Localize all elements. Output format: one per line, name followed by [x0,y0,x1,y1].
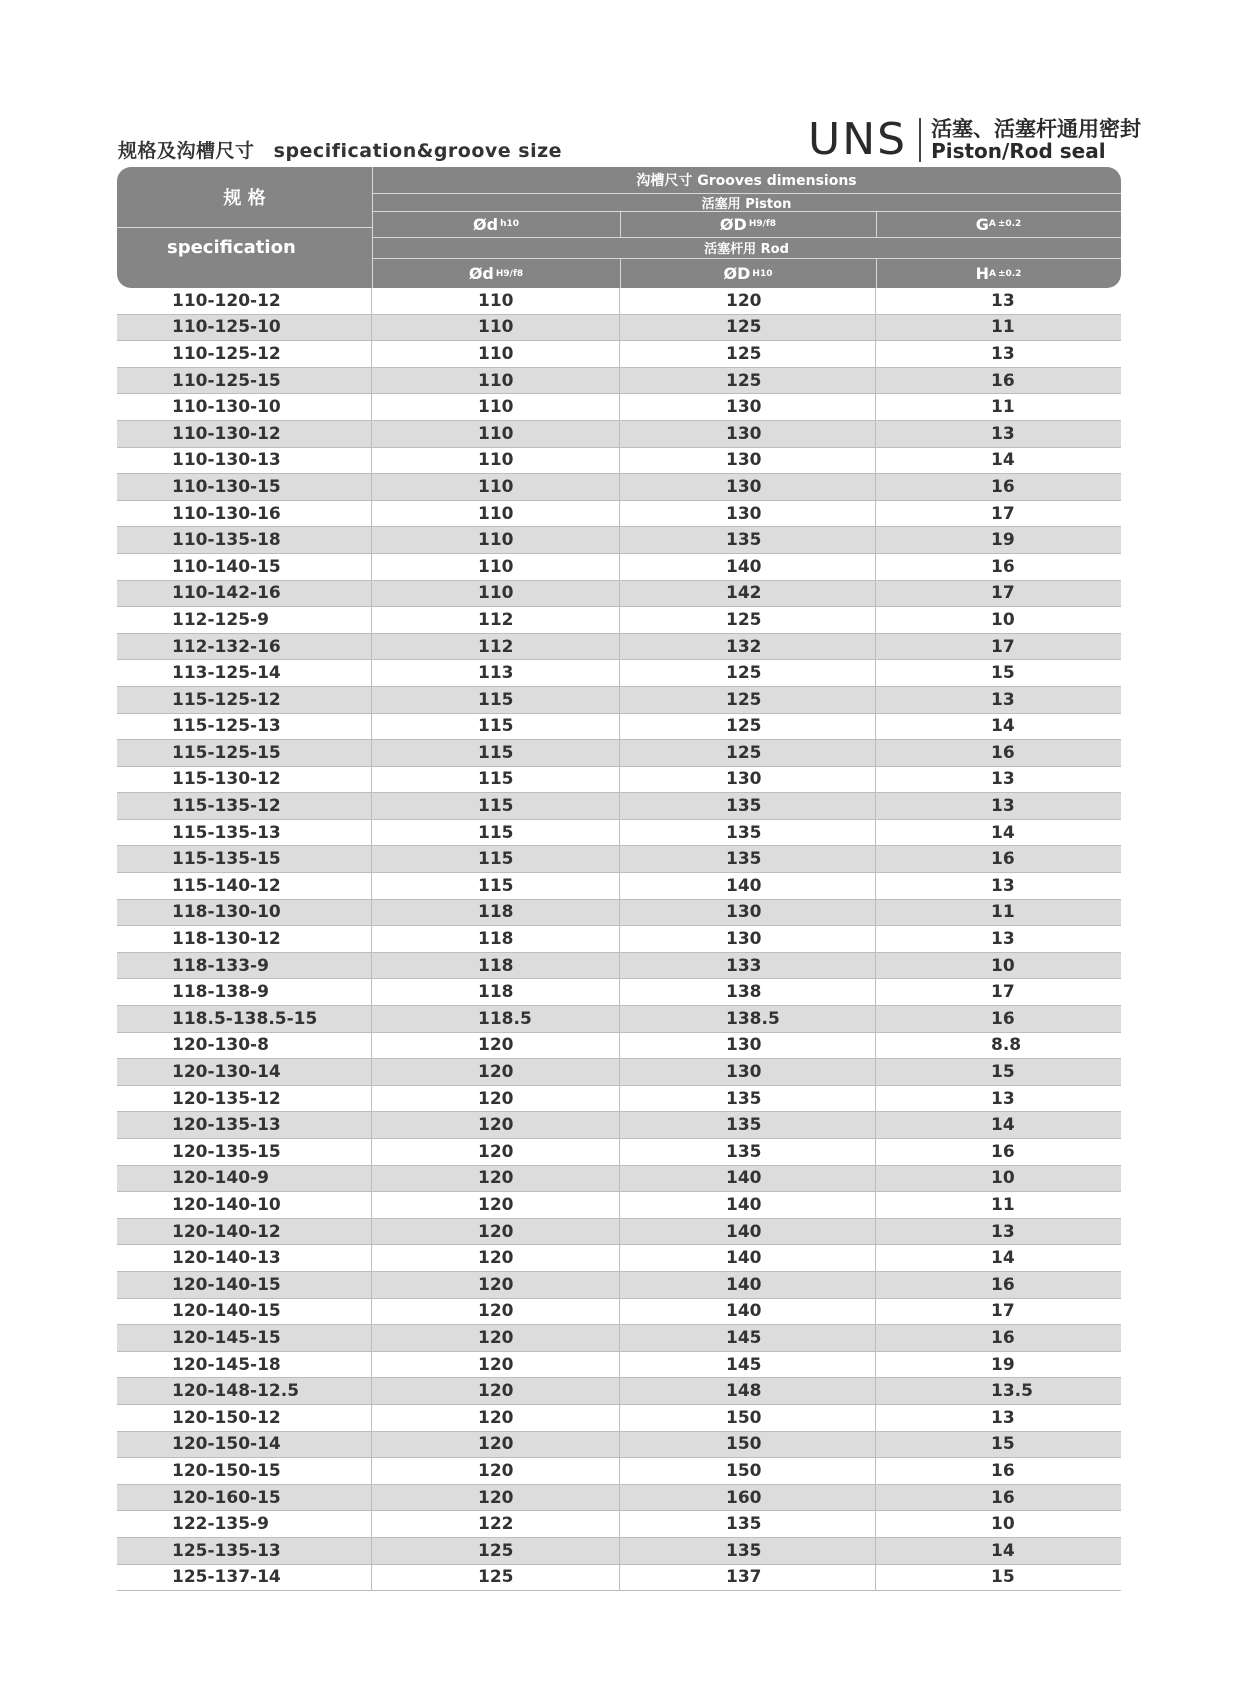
cell-D: 130 [620,1033,876,1059]
cell-d: 120 [372,1272,620,1298]
cell-spec: 120-140-15 [117,1272,372,1298]
header-grooves: 沟槽尺寸 Grooves dimensions [636,173,857,189]
cell-spec: 115-135-12 [117,793,372,819]
cell-D: 150 [620,1405,876,1431]
table-row [117,793,1121,820]
cell-d: 120 [372,1086,620,1112]
cell-g: 11 [991,317,1015,338]
table-row [117,1219,1121,1246]
table-row [117,1299,1121,1326]
cell-g: 11 [991,902,1015,923]
table-row [117,1059,1121,1086]
cell-D: 125 [620,341,876,367]
cell-d: 115 [372,714,620,740]
cell-d: 120 [372,1112,620,1138]
cell-g: 11 [991,397,1015,418]
cell-D: 130 [620,1059,876,1085]
cell-D: 135 [620,846,876,872]
cell-g: 16 [991,1274,1015,1295]
cell-spec: 120-145-15 [117,1325,372,1351]
header-divider [372,193,1121,194]
cell-D: 125 [620,315,876,341]
cell-D: 130 [620,474,876,500]
table-row [117,1112,1121,1139]
piston-g-tolerance: ±0.2 [997,219,1022,229]
cell-d: 113 [372,660,620,686]
table-row [117,1086,1121,1113]
cell-D: 130 [620,767,876,793]
cell-spec: 110-142-16 [117,581,372,607]
header-divider [372,167,373,288]
header-divider [620,258,621,288]
brand-block [808,114,1142,165]
cell-g: 13 [991,796,1015,817]
cell-g: 14 [991,1115,1015,1136]
cell-spec: 120-150-12 [117,1405,372,1431]
spec-table [117,167,1121,1591]
piston-g-label: G [975,214,989,234]
table-row [117,448,1121,475]
cell-g: 13 [991,1221,1015,1242]
cell-d: 115 [372,740,620,766]
cell-g: 16 [991,1327,1015,1348]
cell-g: 16 [991,476,1015,497]
table-row [117,953,1121,980]
header-divider [876,258,877,288]
cell-spec: 113-125-14 [117,660,372,686]
cell-spec: 118-138-9 [117,979,372,1005]
cell-d: 118.5 [372,1006,620,1032]
cell-d: 118 [372,953,620,979]
cell-d: 120 [372,1033,620,1059]
cell-d: 110 [372,474,620,500]
table-row [117,1405,1121,1432]
cell-d: 120 [372,1219,620,1245]
cell-spec: 125-135-13 [117,1538,372,1564]
cell-D: 130 [620,900,876,926]
header-piston-g [876,211,1121,237]
rod-h-label: H [975,264,989,283]
cell-spec: 120-140-12 [117,1219,372,1245]
page-title-zh: 规格及沟槽尺寸 [118,140,255,162]
cell-spec: 110-130-16 [117,501,372,527]
cell-g: 13 [991,929,1015,950]
table-row [117,607,1121,634]
cell-spec: 120-130-8 [117,1033,372,1059]
table-row [117,979,1121,1006]
cell-D: 125 [620,660,876,686]
cell-spec: 120-150-14 [117,1432,372,1458]
cell-d: 110 [372,554,620,580]
cell-spec: 112-132-16 [117,634,372,660]
table-row [117,1325,1121,1352]
cell-D: 125 [620,687,876,713]
table-row [117,1538,1121,1565]
table-row [117,740,1121,767]
cell-g: 13 [991,1407,1015,1428]
cell-g: 15 [991,1567,1015,1588]
cell-D: 125 [620,740,876,766]
table-row [117,581,1121,608]
cell-g: 19 [991,530,1015,551]
cell-g: 10 [991,609,1015,630]
cell-d: 120 [372,1378,620,1404]
table-row [117,394,1121,421]
table-row [117,501,1121,528]
cell-spec: 120-160-15 [117,1485,372,1511]
cell-g: 8.8 [991,1035,1022,1056]
cell-g: 14 [991,1248,1015,1269]
cell-spec: 112-125-9 [117,607,372,633]
cell-D: 135 [620,1139,876,1165]
cell-D: 135 [620,820,876,846]
cell-D: 138.5 [620,1006,876,1032]
table-row [117,1432,1121,1459]
brand-subtitle-en: Piston/Rod seal [931,138,1106,163]
cell-spec: 110-125-15 [117,368,372,394]
cell-D: 120 [620,288,876,314]
cell-g: 14 [991,822,1015,843]
piston-d-tolerance: h10 [500,219,519,229]
header-spec-en: specification [167,236,296,258]
cell-d: 110 [372,394,620,420]
cell-d: 115 [372,820,620,846]
page-title-en: specification&groove size [273,140,563,162]
table-row [117,1192,1121,1219]
cell-g: 13 [991,290,1015,311]
cell-g: 17 [991,636,1015,657]
cell-g: 15 [991,1062,1015,1083]
header-divider [372,211,1121,212]
header-piston-d [372,211,620,237]
cell-D: 150 [620,1458,876,1484]
piston-D-tolerance: H9/f8 [748,219,777,229]
cell-spec: 120-140-13 [117,1245,372,1271]
brand-subtitle-zh: 活塞、活塞杆通用密封 [931,117,1142,142]
cell-D: 130 [620,394,876,420]
cell-g: 15 [991,1434,1015,1455]
cell-D: 140 [620,554,876,580]
cell-d: 115 [372,873,620,899]
cell-g: 16 [991,849,1015,870]
table-row [117,1378,1121,1405]
cell-D: 142 [620,581,876,607]
cell-d: 120 [372,1485,620,1511]
table-row [117,926,1121,953]
cell-d: 120 [372,1245,620,1271]
cell-g: 14 [991,1540,1015,1561]
cell-spec: 110-130-13 [117,448,372,474]
header-spec-zh: 规 格 [223,188,266,209]
table-row [117,315,1121,342]
header-rod: 活塞杆用 Rod [704,241,789,257]
cell-D: 135 [620,527,876,553]
page-title [118,136,562,163]
cell-spec: 115-125-12 [117,687,372,713]
cell-spec: 115-135-15 [117,846,372,872]
cell-d: 112 [372,634,620,660]
table-row [117,1006,1121,1033]
cell-d: 122 [372,1511,620,1537]
cell-spec: 115-130-12 [117,767,372,793]
cell-d: 125 [372,1538,620,1564]
cell-D: 125 [620,368,876,394]
table-row [117,288,1121,315]
table-row [117,341,1121,368]
cell-D: 138 [620,979,876,1005]
cell-spec: 110-125-12 [117,341,372,367]
cell-g: 17 [991,982,1015,1003]
cell-g: 10 [991,1514,1015,1535]
cell-g: 16 [991,1487,1015,1508]
brand-code: UNS [808,114,908,165]
cell-D: 145 [620,1325,876,1351]
header-rod-h [876,259,1121,288]
cell-d: 120 [372,1299,620,1325]
cell-d: 115 [372,687,620,713]
cell-g: 13.5 [991,1381,1033,1402]
cell-d: 115 [372,767,620,793]
cell-d: 110 [372,501,620,527]
rod-h-subscript: A [988,268,996,279]
table-row [117,1272,1121,1299]
cell-d: 112 [372,607,620,633]
cell-g: 16 [991,1460,1015,1481]
cell-g: 17 [991,583,1015,604]
header-divider [372,237,1121,238]
table-row [117,634,1121,661]
cell-spec: 110-120-12 [117,288,372,314]
cell-spec: 122-135-9 [117,1511,372,1537]
table-row [117,1033,1121,1060]
header-piston: 活塞用 Piston [701,196,792,212]
cell-D: 140 [620,1192,876,1218]
table-row [117,474,1121,501]
cell-D: 133 [620,953,876,979]
cell-spec: 110-125-10 [117,315,372,341]
table-row [117,1166,1121,1193]
rod-D-tolerance: H10 [752,268,773,279]
cell-spec: 120-145-18 [117,1352,372,1378]
cell-d: 118 [372,900,620,926]
cell-D: 135 [620,793,876,819]
table-row [117,1565,1121,1592]
cell-g: 16 [991,1141,1015,1162]
cell-spec: 120-130-14 [117,1059,372,1085]
cell-d: 110 [372,288,620,314]
cell-D: 145 [620,1352,876,1378]
cell-spec: 120-135-13 [117,1112,372,1138]
cell-spec: 115-125-13 [117,714,372,740]
cell-d: 120 [372,1192,620,1218]
cell-d: 120 [372,1325,620,1351]
brand-divider [919,118,921,162]
cell-g: 16 [991,1008,1015,1029]
cell-D: 125 [620,607,876,633]
cell-g: 19 [991,1354,1015,1375]
cell-D: 135 [620,1511,876,1537]
cell-D: 140 [620,1219,876,1245]
cell-d: 110 [372,448,620,474]
table-row [117,714,1121,741]
cell-g: 13 [991,1088,1015,1109]
cell-g: 17 [991,503,1015,524]
table-row [117,687,1121,714]
cell-spec: 110-135-18 [117,527,372,553]
cell-D: 137 [620,1565,876,1591]
cell-D: 135 [620,1112,876,1138]
cell-D: 160 [620,1485,876,1511]
cell-d: 110 [372,315,620,341]
cell-d: 115 [372,846,620,872]
cell-g: 10 [991,1168,1015,1189]
header-divider [117,227,372,228]
cell-D: 140 [620,1272,876,1298]
cell-D: 130 [620,501,876,527]
cell-g: 13 [991,689,1015,710]
cell-g: 13 [991,769,1015,790]
cell-D: 148 [620,1378,876,1404]
cell-d: 120 [372,1405,620,1431]
cell-g: 16 [991,742,1015,763]
cell-d: 125 [372,1565,620,1591]
rod-D-label: ØD [723,264,751,283]
cell-d: 110 [372,341,620,367]
cell-spec: 120-135-15 [117,1139,372,1165]
header-piston-D [620,211,876,237]
cell-spec: 110-130-15 [117,474,372,500]
cell-spec: 118-130-12 [117,926,372,952]
cell-spec: 115-135-13 [117,820,372,846]
cell-spec: 120-150-15 [117,1458,372,1484]
table-row [117,660,1121,687]
cell-g: 14 [991,716,1015,737]
cell-spec: 118.5-138.5-15 [117,1006,372,1032]
table-row [117,1352,1121,1379]
cell-d: 120 [372,1166,620,1192]
cell-d: 118 [372,979,620,1005]
rod-d-tolerance: H9/f8 [495,268,524,279]
cell-d: 115 [372,793,620,819]
table-row [117,421,1121,448]
cell-g: 11 [991,1194,1015,1215]
cell-d: 110 [372,581,620,607]
cell-g: 13 [991,875,1015,896]
cell-d: 110 [372,368,620,394]
cell-g: 16 [991,370,1015,391]
table-row [117,1511,1121,1538]
table-row [117,767,1121,794]
table-row [117,1458,1121,1485]
cell-d: 120 [372,1139,620,1165]
piston-g-subscript: A [988,219,996,229]
cell-spec: 118-130-10 [117,900,372,926]
table-row [117,846,1121,873]
cell-spec: 120-140-10 [117,1192,372,1218]
table-row [117,820,1121,847]
cell-D: 140 [620,1166,876,1192]
cell-d: 120 [372,1352,620,1378]
table-row [117,1139,1121,1166]
piston-D-label: ØD [719,214,747,234]
cell-D: 130 [620,926,876,952]
cell-D: 135 [620,1086,876,1112]
cell-spec: 120-140-15 [117,1299,372,1325]
cell-g: 17 [991,1301,1015,1322]
brand-text [931,118,1141,161]
cell-g: 15 [991,663,1015,684]
cell-spec: 115-140-12 [117,873,372,899]
rod-h-tolerance: ±0.2 [997,268,1022,279]
cell-spec: 120-135-12 [117,1086,372,1112]
header-divider [620,211,621,237]
cell-d: 118 [372,926,620,952]
cell-d: 120 [372,1458,620,1484]
cell-D: 140 [620,1245,876,1271]
cell-spec: 120-148-12.5 [117,1378,372,1404]
header-divider [372,258,1121,259]
cell-g: 14 [991,450,1015,471]
table-row [117,554,1121,581]
cell-spec: 120-140-9 [117,1166,372,1192]
cell-spec: 118-133-9 [117,953,372,979]
table-row [117,1485,1121,1512]
cell-D: 140 [620,873,876,899]
header-divider [876,211,877,237]
cell-d: 110 [372,527,620,553]
table-row [117,873,1121,900]
cell-D: 132 [620,634,876,660]
cell-D: 125 [620,714,876,740]
header-rod-d [372,259,620,288]
cell-d: 120 [372,1059,620,1085]
cell-spec: 115-125-15 [117,740,372,766]
piston-d-label: Ød [473,214,499,234]
cell-D: 140 [620,1299,876,1325]
cell-spec: 110-130-12 [117,421,372,447]
cell-d: 110 [372,421,620,447]
cell-g: 16 [991,556,1015,577]
table-row [117,527,1121,554]
cell-spec: 110-130-10 [117,394,372,420]
rod-d-label: Ød [468,264,494,283]
cell-D: 135 [620,1538,876,1564]
table-header [117,167,1121,288]
table-row [117,900,1121,927]
cell-g: 13 [991,423,1015,444]
cell-g: 10 [991,955,1015,976]
cell-spec: 110-140-15 [117,554,372,580]
cell-D: 130 [620,448,876,474]
cell-d: 120 [372,1432,620,1458]
table-row [117,368,1121,395]
table-row [117,1245,1121,1272]
cell-spec: 125-137-14 [117,1565,372,1591]
table-body [117,288,1121,1591]
cell-D: 130 [620,421,876,447]
header-rod-D [620,259,876,288]
cell-g: 13 [991,343,1015,364]
cell-D: 150 [620,1432,876,1458]
